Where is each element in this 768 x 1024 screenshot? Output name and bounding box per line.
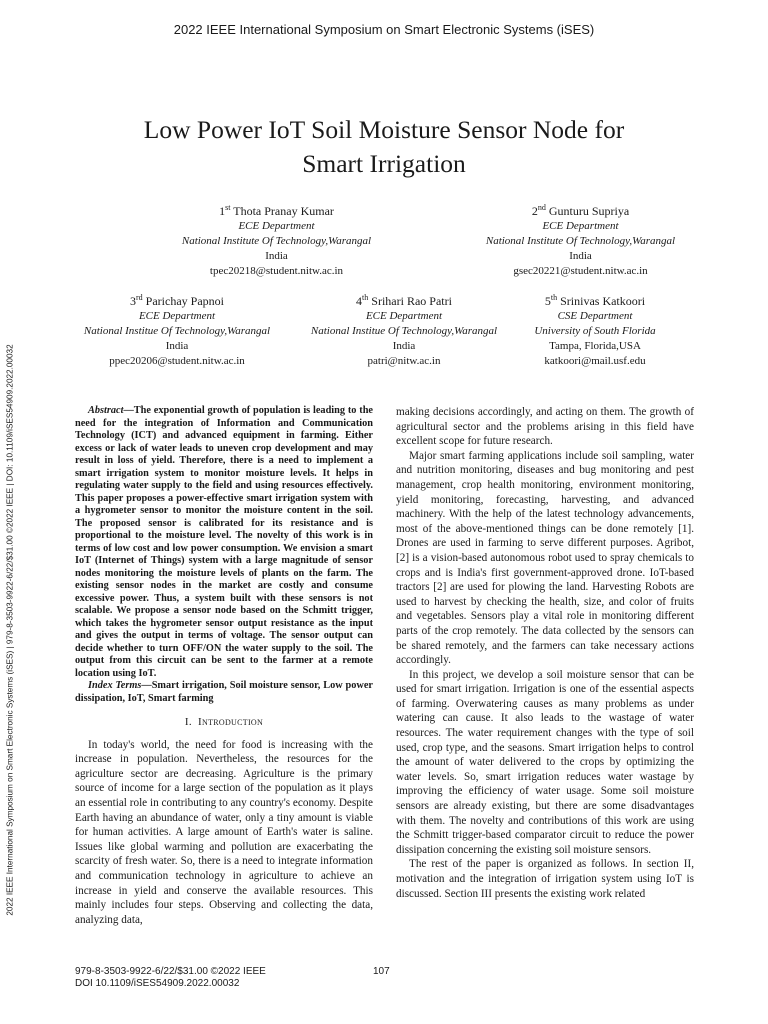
abstract-label: Abstract — [88, 405, 124, 416]
author-name: 1st Thota Pranay Kumar — [219, 203, 334, 218]
index-terms — [75, 680, 373, 705]
author-department: ECE Department — [238, 220, 315, 232]
footer-isbn: 979-8-3503-9922-6/22/$31.00 ©2022 IEEE — [75, 966, 266, 977]
author-block-3 — [67, 290, 287, 369]
author-institution: National Institue Of Technology,Warangal — [83, 325, 271, 337]
author-email: patri@nitw.ac.in — [367, 355, 441, 367]
index-terms-label: Index Terms — [88, 680, 142, 691]
author-name: 4th Srihari Rao Patri — [356, 293, 452, 308]
author-name: 5th Srinivas Katkoori — [544, 293, 646, 308]
footer-left — [75, 966, 266, 990]
title-line-1: Low Power IoT Soil Moisture Sensor Node for — [143, 115, 625, 144]
author-department: ECE Department — [138, 310, 216, 322]
page-number: 107 — [373, 966, 390, 977]
index-terms-text: —Smart irrigation, Soil moisture sensor, Low power dissipation, IoT, Smart farming — [75, 680, 373, 704]
author-email: ppec20206@student.nitw.ac.in — [109, 355, 245, 367]
body-paragraph-3: In this project, we develop a soil moisture sensor that can be used for smart irrigation. Irrigation is one of the essential aspects of farming. Overwatering causes as many problems as under watering can cause. It also leads to the wastage of water resources. The water requirement changes with the type of soil used, crop type, and the seasons. Smart irrigation helps to control the amount of water delivered to the crops by optimizing the water levels. So, smart irrigation reduces water wastage by improving the efficiency of water usage. Some soil moisture sensors are already existing, but there are some disadvantages with them. The novelty and contributions of this work are using the Schmitt trigger-based comparator circuit to reduce the power dissipation concerning the existing soil moisture sensors. — [396, 668, 694, 856]
side-strip-text: 2022 IEEE International Symposium on Smart Electronic Systems (iSES) | 979-8-3503-9922-6/22/$31.00 ©2022 IEEE | DOI: 10.1109/iSES54909.2022.00032 — [5, 344, 15, 916]
title-line-2: Smart Irrigation — [302, 149, 466, 178]
author-country: India — [392, 340, 416, 352]
author-email: katkoori@mail.usf.edu — [544, 355, 646, 367]
intro-paragraph: In today's world, the need for food is increasing with the increase in population. Nevertheless, the resources for the agriculture sector are decreasing. Agriculture is the primary source of income for a large section of the population as it plays an essential role in contributing to any country's economy. Despite Earth having an abundance of water, only a tiny amount is viable for human activities. A large amount of Earth's water is saline. Issues like global warming and pollution are exacerbating the scarcity of fresh water. So, there is a need to integrate information and communication technology in agriculture to achieve an increase in yield and conserve the available resources. This mainly includes four steps. Observing and collecting the data, analyzing data, — [75, 738, 373, 926]
author-institution: University of South Florida — [534, 325, 656, 337]
author-department: ECE Department — [542, 220, 619, 232]
abstract — [75, 405, 373, 680]
running-header: 2022 IEEE International Symposium on Smart Electronic Systems (iSES) — [173, 22, 595, 37]
section-heading-introduction: I. Introduction — [184, 716, 264, 728]
author-block-4 — [294, 290, 514, 369]
author-country: India — [265, 250, 288, 262]
paper-title — [60, 113, 708, 181]
author-block-2 — [464, 200, 697, 279]
author-institution: National Institute Of Technology,Warangal — [485, 235, 676, 247]
author-institution: National Institute Of Technology,Warangal — [181, 235, 372, 247]
left-column — [75, 405, 373, 927]
body-paragraph-4: The rest of the paper is organized as follows. In section II, motivation and the integration of irrigation system using IoT is discussed. Section III presents the existing work related — [396, 858, 694, 900]
abstract-text: —The exponential growth of population is leading to the need for the integration of Information and Communication Technology (ICT) and advanced equipment in farming. Either excess or lack of water leads to uneven crop development and may result in loss of yield. Therefore, there is a need to implement a smart irrigation system to monitor moisture levels. It helps in regulating water supply to the field and using resources effectively. This paper proposes a power-effective smart irrigation system with a hygrometer sensor to monitor the moisture content in the soil. The proposed sensor is calibrated for its resistance and is proportional to the moisture level. The novelty of this work is in terms of low cost and low power consumption. We envision a smart IoT (Internet of Things) system with a large magnitude of sensor nodes monitoring the moisture levels of plants on the farm. The existing sensor nodes in the market are costly and consume excessive power. Thus, a system built with these sensors is not scalable. We propose a sensor node based on the Schmitt trigger, which takes the hygrometer sensor output resistance as the input and gives the output in terms of voltage. The sensor output can decide whether to turn OFF/ON the water supply to the soil. The output from this circuit can be sent to the farmer at a remote location using IoT. — [75, 405, 373, 679]
author-country: India — [569, 250, 592, 262]
author-department: ECE Department — [365, 310, 443, 322]
body-paragraph-1: making decisions accordingly, and acting on them. The growth of agricultural sector and the problems arising in this field have excellent scope for future research. — [396, 406, 694, 448]
author-institution: National Institue Of Technology,Warangal — [310, 325, 498, 337]
body-paragraph-2: Major smart farming applications include soil sampling, water and nutrition monitoring, diseases and bug monitoring and pest management, crop health monitoring, environment monitoring, yield monitoring, forecasting, harvesting, and advanced machinery. With the help of the latest technology advancements, most of the above-mentioned things can be done remotely [1]. Drones are used in farming to serve different purposes. Agribot, [2] is a vision-based autonomous robot used to spray chemicals to crops and is India's first government-approved drone. IoT-based tractors [2] are used for plowing the land. Harvesting Robots are used to harvest by checking the health, size, and color of fruits and vegetables. Sensors play a vital role in monitoring different parts of the crop remotely. The data collected by the sensors can be shared remotely, and the farmers can take necessary actions accordingly. — [396, 449, 694, 667]
author-email: tpec20218@student.nitw.ac.in — [209, 265, 344, 277]
author-email: gsec20221@student.nitw.ac.in — [513, 265, 648, 277]
author-department: CSE Department — [557, 310, 633, 322]
side-strip — [1, 305, 19, 955]
author-block-5 — [490, 290, 700, 369]
author-country: India — [165, 340, 189, 352]
author-name: 3rd Parichay Papnoi — [130, 293, 224, 308]
footer-doi: DOI 10.1109/iSES54909.2022.00032 — [75, 978, 240, 989]
author-block-1 — [160, 200, 393, 279]
author-country: Tampa, Florida,USA — [549, 340, 641, 352]
right-column — [396, 405, 694, 901]
author-name: 2nd Gunturu Supriya — [531, 203, 630, 218]
